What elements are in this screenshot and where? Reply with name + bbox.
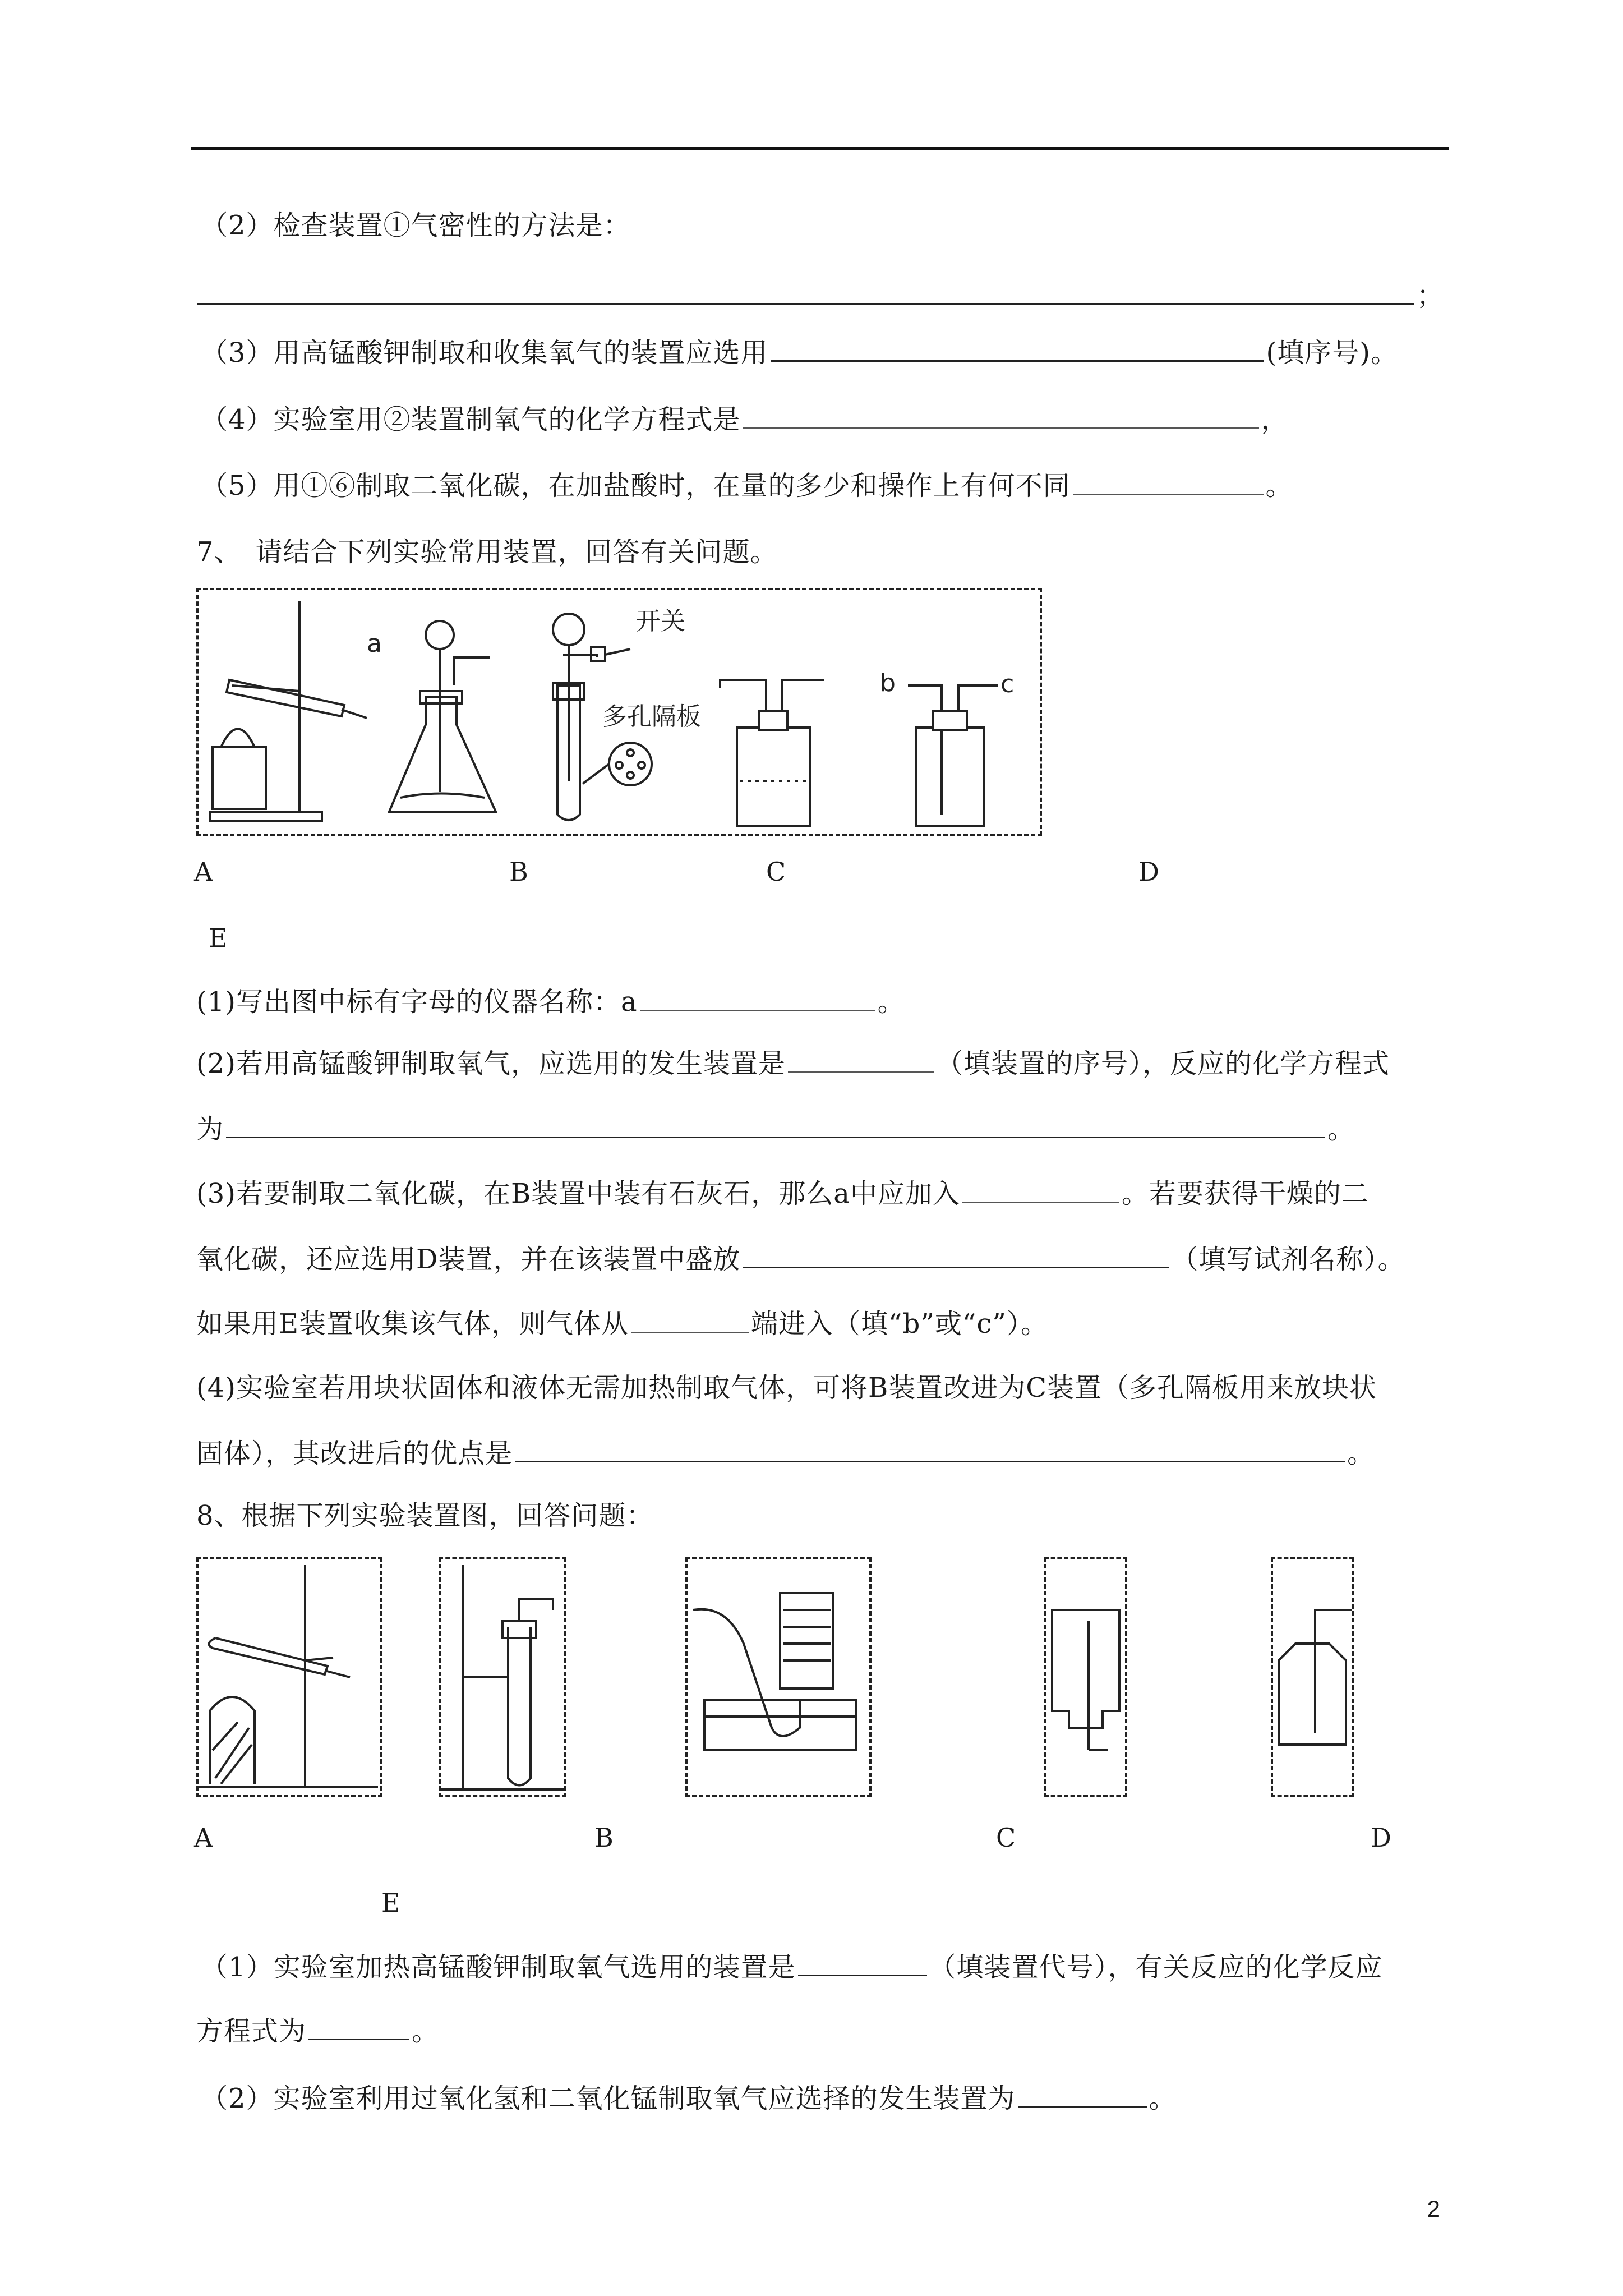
test-tube xyxy=(508,1627,531,1786)
q8-figure-d-drawing xyxy=(1046,1559,1125,1795)
answer-blank[interactable] xyxy=(226,1112,1325,1138)
q8-device-label-c: C xyxy=(996,1823,1016,1853)
header-rule xyxy=(191,147,1449,150)
answer-blank[interactable] xyxy=(197,278,1414,305)
page-number: 2 xyxy=(1427,2196,1440,2222)
answer-blank[interactable] xyxy=(308,2014,409,2040)
answer-blank[interactable] xyxy=(515,1436,1345,1462)
q7-part3-cont2: 如果用E装置收集该气体，则气体从 端进入（填“b”或“c”）。 xyxy=(196,1308,1048,1340)
label-porous-plate: 多孔隔板 xyxy=(602,702,701,731)
answer-blank[interactable] xyxy=(798,1950,927,1976)
lamp-block xyxy=(213,747,266,809)
answer-blank[interactable] xyxy=(788,1047,934,1073)
upright-bottle xyxy=(1279,1644,1346,1745)
q8-title: 8、根据下列实验装置图，回答问题： xyxy=(196,1500,654,1531)
label-c: c xyxy=(1000,670,1015,698)
wash-bottle xyxy=(737,728,810,826)
answer-blank[interactable] xyxy=(640,985,875,1011)
answer-blank[interactable] xyxy=(631,1307,749,1333)
answer-blank[interactable] xyxy=(1018,2081,1147,2108)
q6-part4: （4）实验室用②装置制氧气的化学方程式是 ， xyxy=(201,404,1289,435)
q6-part5: （5）用①⑥制取二氧化碳，在加盐酸时，在量的多少和操作上有何不同 。 xyxy=(201,470,1293,501)
lamp-flame xyxy=(221,729,255,748)
label-switch: 开关 xyxy=(636,607,685,636)
q7-part4: (4)实验室若用块状固体和液体无需加热制取气体，可将B装置改进为C装置（多孔隔板用来放块状 xyxy=(196,1372,1377,1404)
q8-figure-c-drawing xyxy=(688,1559,869,1795)
answer-blank[interactable] xyxy=(743,1242,1169,1268)
q8-part1-cont: 方程式为 。 xyxy=(196,2014,439,2048)
q7-apparatus-drawing xyxy=(199,590,1040,834)
q7-title: 7、 请结合下列实验常用装置，回答有关问题。 xyxy=(196,536,778,568)
q6-part2-answer-line: ； xyxy=(195,278,1444,312)
q7-device-label-e: E xyxy=(209,923,228,953)
q7-part2: (2)若用高锰酸钾制取氧气，应选用的发生装置是 （填装置的序号），反应的化学方程式 xyxy=(196,1048,1390,1079)
q7-device-label-b: B xyxy=(509,857,528,887)
q8-figure-c xyxy=(685,1557,872,1797)
water-trough xyxy=(704,1700,856,1750)
q7-part1: (1)写出图中标有字母的仪器名称：a 。 xyxy=(196,986,905,1018)
q7-device-label-c: C xyxy=(766,857,786,887)
q7-part3-cont: 氧化碳，还应选用D装置，并在该装置中盛放 （填写试剂名称）。 xyxy=(196,1242,1405,1276)
q8-device-label-b: B xyxy=(594,1823,614,1853)
inverted-bottle xyxy=(780,1593,833,1688)
q7-device-label-a: A xyxy=(194,857,213,887)
q7-apparatus-figure xyxy=(196,588,1042,836)
q8-figure-e-drawing xyxy=(1273,1559,1352,1795)
q8-figure-a-drawing xyxy=(199,1559,380,1795)
answer-blank[interactable] xyxy=(1073,469,1264,495)
q8-part1: （1）实验室加热高锰酸钾制取氧气选用的装置是 （填装置代号），有关反应的化学反应 xyxy=(201,1950,1383,1984)
q8-part2: （2）实验室利用过氧化氢和二氧化锰制取氧气应选择的发生装置为 。 xyxy=(201,2081,1177,2115)
answer-blank[interactable] xyxy=(743,403,1259,429)
label-b: b xyxy=(880,669,896,697)
q8-figure-b xyxy=(439,1557,566,1797)
q8-figure-a xyxy=(196,1557,382,1797)
q7-part2-cont: 为 。 xyxy=(196,1112,1355,1146)
q7-device-label-d: D xyxy=(1138,857,1159,887)
q6-part3: （3）用高锰酸钾制取和收集氧气的装置应选用 (填序号)。 xyxy=(201,335,1398,370)
answer-blank[interactable] xyxy=(771,335,1264,362)
label-a: a xyxy=(367,629,382,658)
stand-base xyxy=(210,812,322,821)
q8-figure-e xyxy=(1271,1557,1354,1797)
q8-device-label-e: E xyxy=(381,1888,400,1918)
q8-device-label-a: A xyxy=(194,1823,213,1853)
q7-part4-cont: 固体），其改进后的优点是 。 xyxy=(196,1436,1375,1470)
q6-part2: （2）检查装置①气密性的方法是： xyxy=(201,210,631,241)
collecting-bottle xyxy=(916,728,984,826)
inverted-bottle xyxy=(1052,1610,1119,1728)
q7-part3: (3)若要制取二氧化碳，在B装置中装有石灰石，那么a中应加入 。若要获得干燥的二 xyxy=(196,1178,1369,1209)
q8-figure-b-drawing xyxy=(441,1559,564,1795)
answer-blank[interactable] xyxy=(962,1177,1119,1203)
q8-figure-d xyxy=(1044,1557,1127,1797)
q8-device-label-d: D xyxy=(1371,1823,1391,1853)
